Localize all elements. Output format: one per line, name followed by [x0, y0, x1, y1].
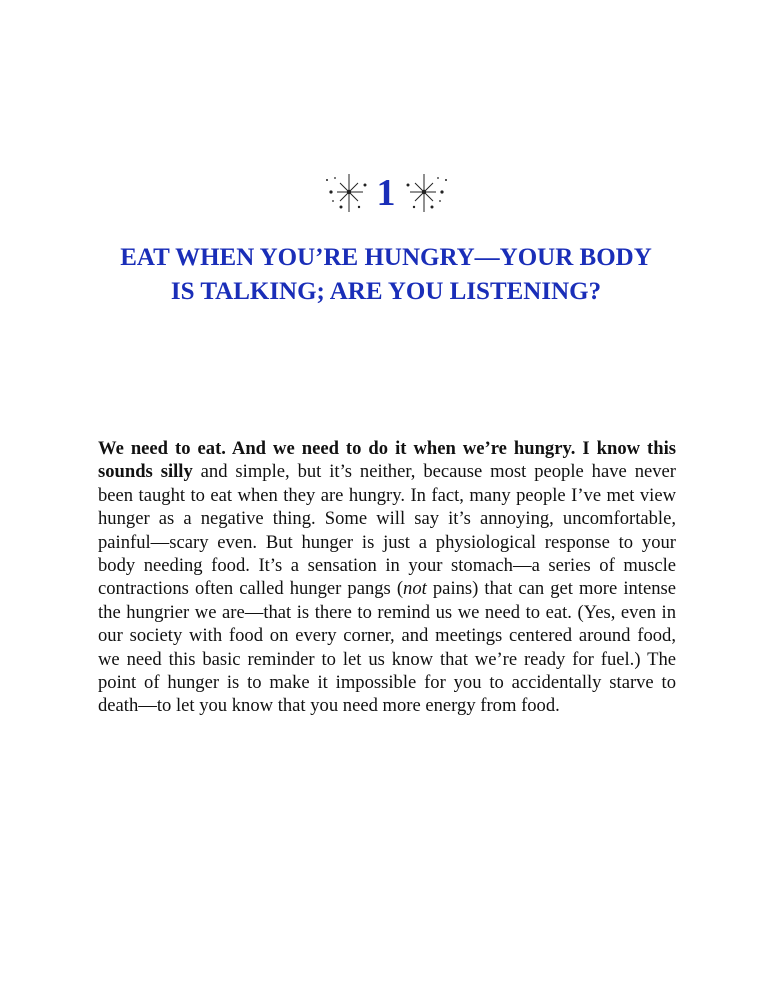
bold-text: We need to eat. And we need to do it when we’re hungry. I know this: [98, 438, 676, 459]
chapter-title-line: IS TALKING; ARE YOU LISTENING?: [170, 278, 602, 305]
text-run: we need this basic reminder to let us know that we’re ready for fuel.) The: [98, 648, 676, 670]
paragraph-line: [98, 484, 676, 507]
italic-text: not: [403, 578, 427, 600]
text-run: our society with food on every corner, and meetings centered around food,: [98, 625, 676, 647]
paragraph-line: [98, 531, 676, 554]
paragraph-line: [98, 648, 676, 671]
bold-text: sounds silly: [98, 461, 193, 483]
text-run: pains) that can get more intense: [426, 578, 676, 600]
paragraph-line: [98, 460, 676, 483]
paragraph-line: [98, 507, 676, 530]
paragraph-line: [98, 624, 676, 647]
text-run: and simple, but it’s neither, because most people have never: [192, 461, 676, 483]
paragraph-line: [98, 554, 676, 577]
text-run: painful—scary even. But hunger is just a physiological response to your: [98, 531, 676, 553]
sparkle-ornament-icon: [400, 168, 454, 216]
text-run: contractions often called hunger pangs (: [98, 578, 404, 600]
body-paragraph: [98, 437, 676, 718]
paragraph-line: [98, 601, 676, 624]
chapter-title: [70, 241, 702, 309]
text-run: the hungrier we are—that is there to remind us we need to eat. (Yes, even in: [98, 601, 676, 623]
paragraph-line: [98, 577, 676, 600]
chapter-title-line: EAT WHEN YOU’RE HUNGRY—YOUR BODY: [120, 244, 652, 271]
sparkle-ornament-icon: [319, 168, 373, 216]
chapter-heading-ornament: [0, 168, 772, 216]
chapter-number: 1: [376, 172, 396, 214]
text-run: death—to let you know that you need more energy from food.: [98, 695, 560, 717]
paragraph-line: [98, 437, 676, 460]
text-run: been taught to eat when they are hungry. In fact, many people I’ve met view: [98, 484, 676, 506]
text-run: body needing food. It’s a sensation in your stomach—a series of muscle: [98, 554, 676, 576]
text-run: point of hunger is to make it impossible for you to accidentally starve to: [98, 671, 676, 693]
text-run: hunger as a negative thing. Some will say it’s annoying, uncomfortable,: [98, 508, 676, 530]
paragraph-line: [98, 671, 676, 694]
paragraph-line: [98, 694, 676, 717]
